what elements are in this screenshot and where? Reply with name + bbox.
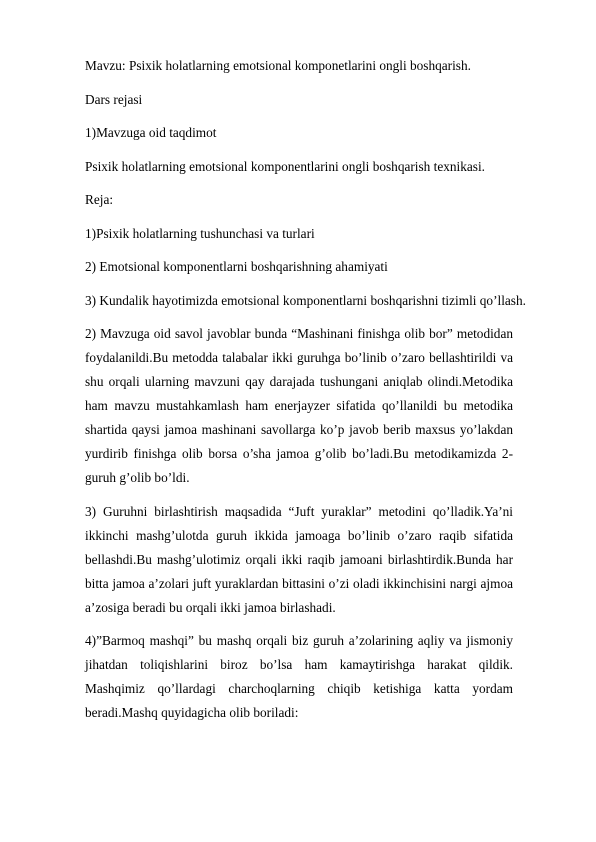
- paragraph-3: 3) Guruhni birlashtirish maqsadida “Juft yuraklar” metodini qo’lladik.Ya’ni ikkinchi mashg’ulotda guruh ikkida jamoaga bo’linib o’zaro raqib sifatida bellashdi.Bu mashg’ulotimiz orqali ikki raqib jamoani birlashtirdik.Bunda har bitta jamoa a’zolari juft yuraklardan bittasini o’zi oladi ikkinchisini nargi ajmoa a’zosiga beradi bu orqali ikki jamoa birlashadi.: [85, 503, 513, 615]
- paragraph-2: 2) Mavzuga oid savol javoblar bunda “Mashinani finishga olib bor” metodidan foydalanildi.Bu metodda talabalar ikki guruhga bo’linib o’zaro bellashtirildi va shu orqali ularning mavzuni qay darajada tushungani aniqlab olindi.Metodika ham mavzu mustahkamlash ham enerjayzer sifatida qo’llanildi bu metodika shartida qaysi jamoa mashinani savollarga ko’p javob berib maxsus yo’lakdan yurdirib finishga olib borsa o’sha jamoa g’olib bo’ladi.Bu metodikamizda 2- guruh g’olib bo’ldi.: [85, 326, 513, 485]
- reja-heading: Reja:: [85, 192, 114, 207]
- reja-item-3: 3) Kundalik hayotimizda emotsional komponentlarni boshqarishni tizimli qo’llash.: [85, 292, 526, 308]
- subtitle-line: Psixik holatlarning emotsional komponentlarini ongli boshqarish texnikasi.: [85, 158, 485, 174]
- document-page: [85, 54, 526, 735]
- reja-item-2: 2) Emotsional komponentlarni boshqarishning ahamiyati: [85, 259, 388, 274]
- topic-line: Mavzu: Psixik holatlarning emotsional komponetlarini ongli boshqarish.: [85, 58, 471, 73]
- paragraph-4: 4)”Barmoq mashqi” bu mashq orqali biz guruh a’zolarining aqliy va jismoniy jihatdan toliqishlarini biroz bo’lsa ham kamaytirishga harakat qildik. Mashqimiz qo’llardagi charchoqlarning chiqib ketishiga katta yordam beradi.Mashq quyidagicha olib boriladi:: [85, 633, 513, 720]
- plan-heading: Dars rejasi: [85, 91, 143, 107]
- plan-item-1: 1)Mavzuga oid taqdimot: [85, 125, 217, 140]
- reja-item-1: 1)Psixik holatlarning tushunchasi va turlari: [85, 225, 315, 241]
